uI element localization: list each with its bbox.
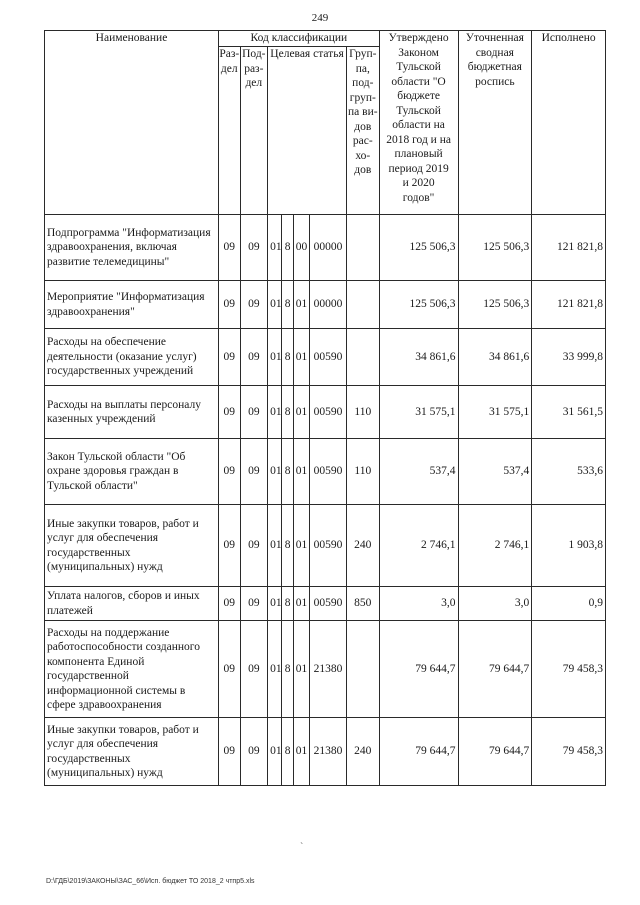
row-approved: 537,4	[379, 439, 458, 505]
row-program: 01	[268, 587, 282, 621]
row-name: Уплата налогов, сборов и иных платежей	[45, 587, 219, 621]
row-section: 09	[219, 505, 240, 587]
row-approved: 79 644,7	[379, 718, 458, 786]
row-subprogram: 8	[282, 439, 293, 505]
header-name: Наименование	[45, 31, 219, 215]
row-refined: 34 861,6	[458, 329, 532, 386]
row-expense-group: 240	[346, 718, 379, 786]
row-approved: 2 746,1	[379, 505, 458, 587]
row-section: 09	[219, 587, 240, 621]
row-event: 00	[293, 215, 309, 281]
row-subsection: 09	[240, 718, 268, 786]
row-refined: 79 644,7	[458, 718, 532, 786]
row-direction: 21380	[310, 621, 347, 718]
row-expense-group	[346, 621, 379, 718]
table-row	[45, 621, 606, 718]
row-subprogram: 8	[282, 281, 293, 329]
table-row	[45, 281, 606, 329]
row-executed: 31 561,5	[532, 386, 606, 439]
row-subprogram: 8	[282, 386, 293, 439]
row-name: Закон Тульской области "Об охране здоровья граждан в Тульской области"	[45, 439, 219, 505]
row-executed: 121 821,8	[532, 215, 606, 281]
header-expense-group: Груп- па, под- груп- па ви- дов рас- хо- дов	[346, 47, 379, 215]
row-event: 01	[293, 718, 309, 786]
row-expense-group	[346, 215, 379, 281]
row-event: 01	[293, 621, 309, 718]
row-name: Расходы на выплаты персоналу казенных учреждений	[45, 386, 219, 439]
row-direction: 00000	[310, 281, 347, 329]
row-refined: 2 746,1	[458, 505, 532, 587]
row-subprogram: 8	[282, 505, 293, 587]
row-refined: 31 575,1	[458, 386, 532, 439]
header-classification: Код классификации	[219, 31, 380, 47]
row-section: 09	[219, 329, 240, 386]
row-executed: 1 903,8	[532, 505, 606, 587]
row-executed: 33 999,8	[532, 329, 606, 386]
row-subsection: 09	[240, 587, 268, 621]
row-event: 01	[293, 505, 309, 587]
header-target-article: Целевая статья	[268, 47, 347, 215]
row-subsection: 09	[240, 386, 268, 439]
budget-table	[44, 30, 606, 786]
row-subprogram: 8	[282, 215, 293, 281]
row-refined: 125 506,3	[458, 281, 532, 329]
row-subprogram: 8	[282, 621, 293, 718]
row-name: Иные закупки товаров, работ и услуг для обеспечения государственных (муниципальных) нужд	[45, 718, 219, 786]
row-direction: 00590	[310, 505, 347, 587]
row-name: Иные закупки товаров, работ и услуг для обеспечения государственных (муниципальных) нужд	[45, 505, 219, 587]
row-section: 09	[219, 386, 240, 439]
row-event: 01	[293, 386, 309, 439]
row-name: Мероприятие "Информатизация здравоохранения"	[45, 281, 219, 329]
header-section: Раз- дел	[219, 47, 240, 215]
row-program: 01	[268, 329, 282, 386]
row-approved: 79 644,7	[379, 621, 458, 718]
row-executed: 79 458,3	[532, 621, 606, 718]
table-row	[45, 215, 606, 281]
row-direction: 21380	[310, 718, 347, 786]
row-program: 01	[268, 281, 282, 329]
row-approved: 34 861,6	[379, 329, 458, 386]
row-section: 09	[219, 281, 240, 329]
row-section: 09	[219, 621, 240, 718]
table-body	[45, 215, 606, 786]
table-row	[45, 505, 606, 587]
row-executed: 0,9	[532, 587, 606, 621]
table-row	[45, 718, 606, 786]
table-row	[45, 587, 606, 621]
row-name: Расходы на обеспечение деятельности (оказание услуг) государственных учреждений	[45, 329, 219, 386]
row-section: 09	[219, 718, 240, 786]
row-program: 01	[268, 386, 282, 439]
row-event: 01	[293, 281, 309, 329]
header-subsection: Под- раз- дел	[240, 47, 268, 215]
row-refined: 3,0	[458, 587, 532, 621]
row-event: 01	[293, 329, 309, 386]
row-expense-group: 850	[346, 587, 379, 621]
scan-artifact: ˋ	[300, 842, 304, 853]
row-refined: 537,4	[458, 439, 532, 505]
row-executed: 79 458,3	[532, 718, 606, 786]
row-subprogram: 8	[282, 587, 293, 621]
row-subprogram: 8	[282, 718, 293, 786]
row-expense-group: 240	[346, 505, 379, 587]
row-expense-group: 110	[346, 386, 379, 439]
row-program: 01	[268, 621, 282, 718]
row-program: 01	[268, 439, 282, 505]
row-subsection: 09	[240, 621, 268, 718]
row-subsection: 09	[240, 329, 268, 386]
table-row	[45, 329, 606, 386]
table-header	[45, 31, 606, 215]
row-subsection: 09	[240, 439, 268, 505]
header-executed: Исполнено	[532, 31, 606, 215]
row-program: 01	[268, 505, 282, 587]
row-expense-group: 110	[346, 439, 379, 505]
row-refined: 125 506,3	[458, 215, 532, 281]
row-expense-group	[346, 281, 379, 329]
row-subsection: 09	[240, 281, 268, 329]
row-section: 09	[219, 215, 240, 281]
footer-file-path: D:\ГДБ\2019\ЗАКОНЫ\ЗАС_66\Исп. бюджет ТО 2018_2 чтпр5.xls	[46, 878, 255, 885]
row-program: 01	[268, 718, 282, 786]
row-refined: 79 644,7	[458, 621, 532, 718]
row-program: 01	[268, 215, 282, 281]
row-name: Подпрограмма "Информатизация здравоохранения, включая развитие телемедицины"	[45, 215, 219, 281]
row-name: Расходы на поддержание работоспособности созданного компонента Единой государственной информационной системы в сфере здравоохранения	[45, 621, 219, 718]
header-refined: Уточненная сводная бюджетная роспись	[458, 31, 532, 215]
row-section: 09	[219, 439, 240, 505]
row-expense-group	[346, 329, 379, 386]
row-subsection: 09	[240, 505, 268, 587]
row-executed: 121 821,8	[532, 281, 606, 329]
row-approved: 3,0	[379, 587, 458, 621]
row-direction: 00000	[310, 215, 347, 281]
row-event: 01	[293, 439, 309, 505]
row-approved: 125 506,3	[379, 281, 458, 329]
row-direction: 00590	[310, 439, 347, 505]
table-row	[45, 386, 606, 439]
page-number: 249	[311, 12, 329, 24]
row-direction: 00590	[310, 587, 347, 621]
row-approved: 31 575,1	[379, 386, 458, 439]
header-approved: Утверждено Законом Тульской области "О бюджете Тульской области на 2018 год и на плановый период 2019 и 2020 годов"	[379, 31, 458, 215]
row-event: 01	[293, 587, 309, 621]
row-subprogram: 8	[282, 329, 293, 386]
row-subsection: 09	[240, 215, 268, 281]
row-direction: 00590	[310, 386, 347, 439]
row-executed: 533,6	[532, 439, 606, 505]
row-approved: 125 506,3	[379, 215, 458, 281]
row-direction: 00590	[310, 329, 347, 386]
table-row	[45, 439, 606, 505]
